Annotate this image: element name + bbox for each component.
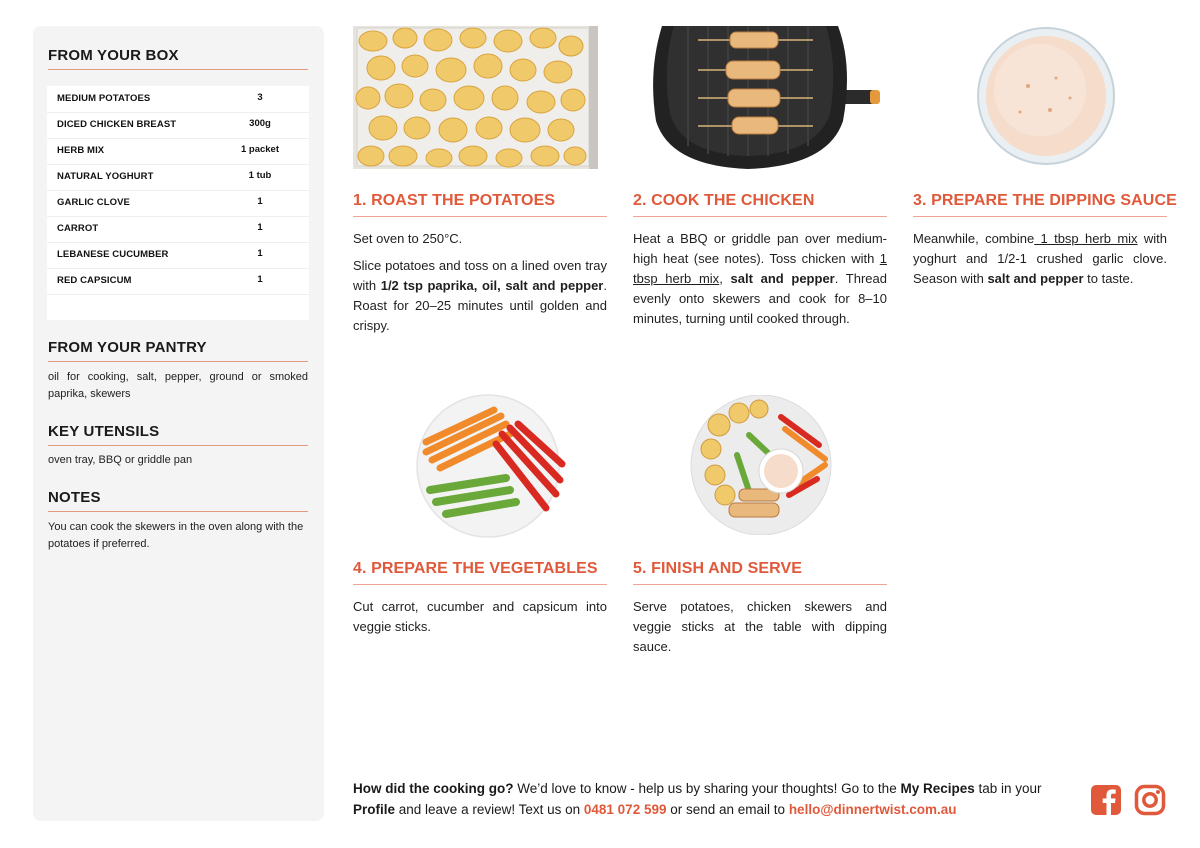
dipping-sauce-image — [976, 26, 1116, 168]
step-1-p1: Set oven to 250°C. — [353, 231, 463, 246]
ingredient-name: HERB MIX — [57, 145, 105, 156]
step-4-text: Cut carrot, cucumber and capsicum into veggie sticks. — [353, 599, 607, 634]
step-1-text — [353, 229, 607, 343]
ingredient-qty: 1 packet — [240, 144, 280, 155]
utensils-heading: KEY UTENSILS — [48, 423, 308, 446]
step-3-title: 3. PREPARE THE DIPPING SAUCE — [913, 192, 1167, 217]
step-2-title: 2. COOK THE CHICKEN — [633, 192, 887, 217]
ingredient-qty: 1 — [257, 222, 263, 233]
table-row — [47, 216, 309, 243]
chicken-skewers-image — [648, 26, 883, 171]
ingredient-name: RED CAPSICUM — [57, 275, 132, 286]
ingredient-qty: 3 — [257, 92, 263, 103]
step-1-p2: Slice potatoes and toss on a lined oven tray with 1/2 tsp paprika, oil, salt and pepper. Roast for 20–25 minutes until golden and crispy. — [353, 258, 607, 333]
ingredients-table — [47, 86, 309, 320]
roasted-potatoes-image — [353, 26, 598, 169]
step-5-title: 5. FINISH AND SERVE — [633, 560, 887, 585]
facebook-icon[interactable] — [1090, 784, 1122, 816]
ingredient-name: MEDIUM POTATOES — [57, 93, 151, 104]
table-row — [47, 164, 309, 191]
step-4-title: 4. PREPARE THE VEGETABLES — [353, 560, 607, 585]
ingredient-qty: 1 — [257, 248, 263, 259]
ingredient-qty: 1 — [257, 274, 263, 285]
step-3-text: Meanwhile, combine 1 tbsp herb mix with yoghurt and 1/2-1 crushed garlic clove. Season with salt and pepper to taste. — [913, 231, 1167, 286]
feedback-footer: How did the cooking go? We’d love to know - help us by sharing your thoughts! Go to the My Recipes tab in your Profile and leave a review! Text us on 0481 072 599 or send an email to hello@dinnertwist.com.au — [353, 781, 1042, 817]
instagram-icon[interactable] — [1134, 784, 1166, 816]
utensils-text: oven tray, BBQ or griddle pan — [48, 454, 193, 466]
pantry-text: oil for cooking, salt, pepper, ground or smoked paprika, skewers — [48, 371, 308, 400]
ingredient-name: NATURAL YOGHURT — [57, 171, 154, 182]
step-2-text: Heat a BBQ or griddle pan over medium-high heat (see notes). Toss chicken with 1 tbsp herb mix, salt and pepper. Thread evenly onto skewers and cook for 8–10 minutes, turning until cooked through. — [633, 231, 887, 326]
table-row — [47, 190, 309, 217]
table-row — [47, 112, 309, 139]
ingredient-qty: 1 tub — [248, 170, 272, 181]
table-row — [47, 242, 309, 269]
herb-mix-link: 1 tbsp herb mix — [1034, 231, 1138, 246]
table-row — [47, 86, 309, 113]
ingredient-name: LEBANESE CUCUMBER — [57, 249, 169, 260]
veggie-sticks-image — [406, 394, 566, 539]
email-link[interactable]: hello@dinnertwist.com.au — [788, 802, 957, 817]
table-row — [47, 138, 309, 165]
finished-platter-image — [689, 395, 834, 535]
step-5-text: Serve potatoes, chicken skewers and veggie sticks at the table with dipping sauce. — [633, 599, 887, 654]
pantry-heading: FROM YOUR PANTRY — [48, 339, 308, 362]
notes-heading: NOTES — [48, 489, 308, 512]
ingredient-qty: 300g — [249, 118, 271, 129]
ingredient-name: DICED CHICKEN BREAST — [57, 119, 177, 130]
ingredients-sidebar — [33, 26, 324, 821]
notes-text: You can cook the skewers in the oven along with the potatoes if preferred. — [48, 521, 304, 550]
ingredient-name: CARROT — [57, 223, 99, 234]
ingredient-name: GARLIC CLOVE — [57, 197, 130, 208]
step-1-title: 1. ROAST THE POTATOES — [353, 192, 607, 217]
phone-link[interactable]: 0481 072 599 — [583, 802, 667, 817]
ingredient-qty: 1 — [257, 196, 263, 207]
from-your-box-heading: FROM YOUR BOX — [48, 47, 308, 70]
table-row — [47, 268, 309, 295]
herb-mix-link: 1 tbsp herb mix — [633, 251, 887, 286]
